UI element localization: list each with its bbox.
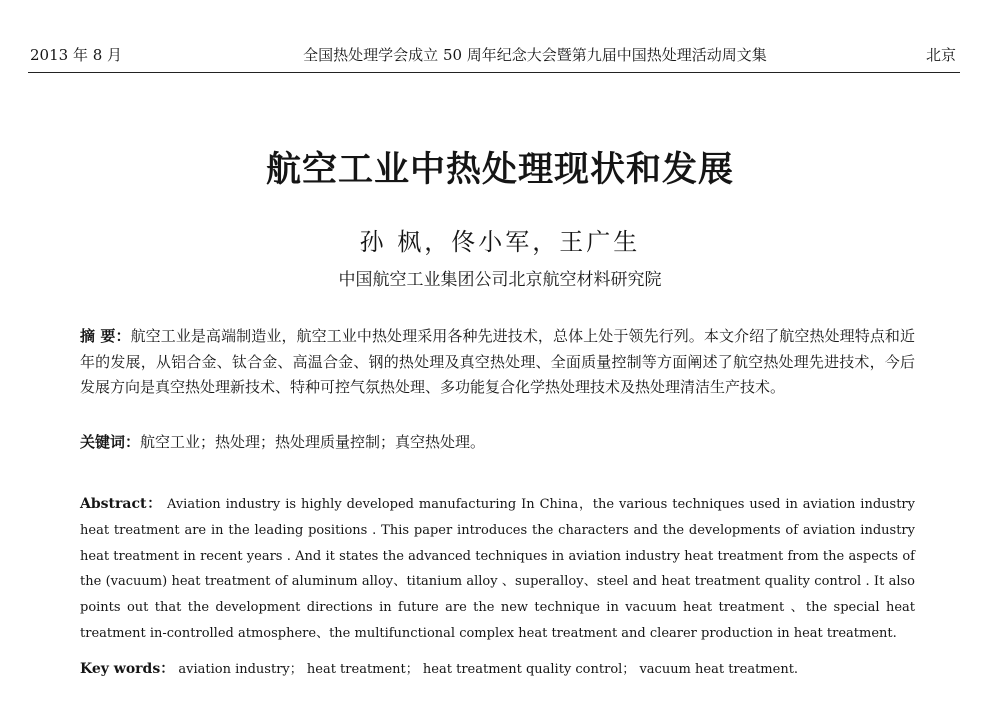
author-list: 孙 枫，佟小军，王广生: [359, 228, 641, 256]
chinese-keywords-text: 航空工业；热处理；热处理质量控制；真空热处理。: [140, 433, 486, 451]
header-date: 2013 年 8 月: [30, 46, 123, 64]
chinese-keywords: [80, 429, 915, 455]
header-city: 北京: [925, 46, 956, 64]
chinese-abstract-text: 航空工业是高端制造业，航空工业中热处理采用各种先进技术，总体上处于领先行列。本文介绍了航空热处理特点和近年的发展，从铝合金、钛合金、高温合金、钢的热处理及真空热处理、全面质量控制等方面阐述了航空热处理先进技术，今后发展方向是真空热处理新技术、特种可控气氛热处理、多功能复合化学热处理技术及热处理清洁生产技术。: [80, 327, 915, 396]
english-abstract: [80, 492, 915, 647]
chinese-keywords-label: 关键词：: [80, 433, 141, 451]
english-keywords-text: aviation industry； heat treatment； heat treatment quality control； vacuum heat treatment.: [178, 662, 799, 677]
english-keywords: [80, 656, 915, 683]
chinese-abstract-label: 摘 要：: [80, 327, 131, 345]
english-abstract-text: Aviation industry is highly developed manufacturing In China，the various techniques used in aviation industry heat treatment are in the leading positions . This paper introduces the characters and the developments of aviation industry heat treatment in recent years . And it states the advanced techniques in aviation industry heat treatment from the aspects of the (vacuum) heat treatment of aluminum alloy、titanium alloy 、superalloy、steel and heat treatment quality control . It also points out that the development directions in future are the new technique in vacuum heat treatment 、the special heat treatment in-controlled atmosphere、the multifunctional complex heat treatment and clearer production in heat treatment.: [80, 497, 915, 641]
header-series-title: 全国热处理学会成立 50 周年纪念大会暨第九届中国热处理活动周文集: [303, 46, 767, 64]
author-affiliation: 中国航空工业集团公司北京航空材料研究院: [338, 270, 662, 290]
chinese-abstract: [80, 324, 915, 401]
paper-title: 航空工业中热处理现状和发展: [265, 149, 734, 190]
header-divider: [28, 72, 960, 73]
running-header: [30, 42, 960, 68]
english-keywords-label: Key words：: [80, 661, 175, 677]
english-abstract-label: Abstract：: [80, 496, 163, 512]
